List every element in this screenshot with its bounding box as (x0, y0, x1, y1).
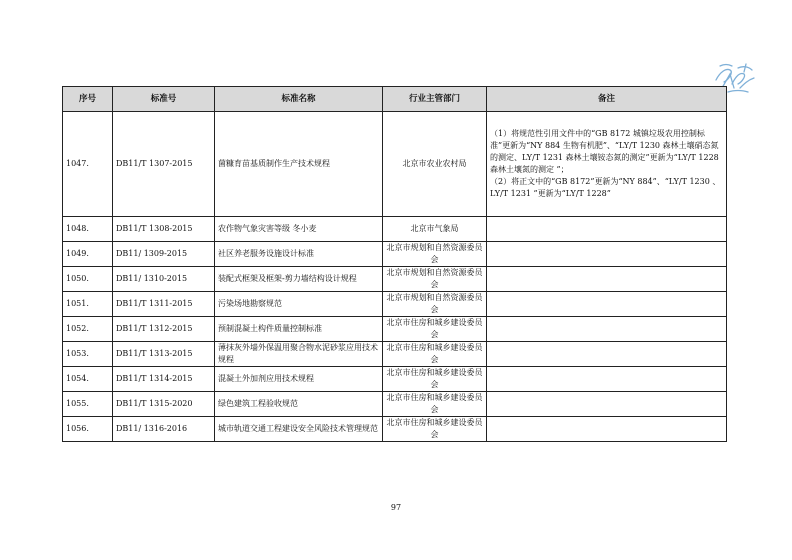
header-dept: 行业主管部门 (383, 87, 487, 112)
cell-dept: 北京市规划和自然资源委员会 (383, 291, 487, 316)
cell-name: 菌糠育苗基质制作生产技术规程 (215, 112, 383, 217)
cell-note (487, 217, 727, 242)
cell-num: 1052. (63, 316, 113, 341)
header-code: 标准号 (113, 87, 215, 112)
table-row (63, 112, 727, 217)
cell-note: （1）将规范性引用文件中的“GB 8172 城镇垃圾农用控制标准”更新为“NY 884 生物有机肥”、“LY/T 1230 森林土壤硝态氮的测定、LY/T 1231 森林土壤铵态氮的测定”更新为“LY/T 1228 森林土壤氮的测定 ”； （2）将正文中的“GB 8172”更新为“NY 884”、“LY/T 1230 、LY/T 1231 ”更新为“LY/T 1228” (487, 112, 727, 217)
table-row (63, 391, 727, 416)
page-number: 97 (390, 503, 402, 512)
cell-code: DB11/T 1308-2015 (113, 217, 215, 242)
cell-num: 1047. (63, 112, 113, 217)
cell-note (487, 416, 727, 441)
cell-note (487, 341, 727, 366)
cell-note (487, 391, 727, 416)
cell-code: DB11/T 1307-2015 (113, 112, 215, 217)
cell-dept: 北京市住房和城乡建设委员会 (383, 366, 487, 391)
table-row (63, 416, 727, 441)
cell-note (487, 291, 727, 316)
table-row (63, 341, 727, 366)
table-row (63, 241, 727, 266)
header-num: 序号 (63, 87, 113, 112)
cell-note (487, 366, 727, 391)
cell-num: 1048. (63, 217, 113, 242)
cell-name: 装配式框架及框架-剪力墙结构设计规程 (215, 266, 383, 291)
cell-name: 社区养老服务设施设计标准 (215, 241, 383, 266)
cell-code: DB11/T 1313-2015 (113, 341, 215, 366)
cell-dept: 北京市农业农村局 (383, 112, 487, 217)
table-row (63, 366, 727, 391)
cell-code: DB11/ 1309-2015 (113, 241, 215, 266)
cell-code: DB11/T 1315-2020 (113, 391, 215, 416)
cell-dept: 北京市住房和城乡建设委员会 (383, 391, 487, 416)
table-row (63, 266, 727, 291)
cell-dept: 北京市住房和城乡建设委员会 (383, 416, 487, 441)
cell-num: 1054. (63, 366, 113, 391)
cell-note (487, 316, 727, 341)
cell-dept: 北京市规划和自然资源委员会 (383, 241, 487, 266)
cell-name: 农作物气象灾害等级 冬小麦 (215, 217, 383, 242)
cell-code: DB11/T 1314-2015 (113, 366, 215, 391)
cell-num: 1056. (63, 416, 113, 441)
cell-code: DB11/ 1310-2015 (113, 266, 215, 291)
cell-name: 混凝土外加剂应用技术规程 (215, 366, 383, 391)
header-note: 备注 (487, 87, 727, 112)
cell-dept: 北京市气象局 (383, 217, 487, 242)
cell-num: 1053. (63, 341, 113, 366)
cell-code: DB11/T 1311-2015 (113, 291, 215, 316)
table-row (63, 316, 727, 341)
cell-code: DB11/ 1316-2016 (113, 416, 215, 441)
table-row (63, 217, 727, 242)
cell-name: 城市轨道交通工程建设安全风险技术管理规范 (215, 416, 383, 441)
cell-code: DB11/T 1312-2015 (113, 316, 215, 341)
cell-num: 1050. (63, 266, 113, 291)
cell-num: 1055. (63, 391, 113, 416)
table-row (63, 291, 727, 316)
standards-table (62, 86, 727, 442)
table-header-row (63, 87, 727, 112)
cell-name: 薄抹灰外墙外保温用聚合物水泥砂浆应用技术规程 (215, 341, 383, 366)
cell-num: 1049. (63, 241, 113, 266)
cell-num: 1051. (63, 291, 113, 316)
cell-dept: 北京市住房和城乡建设委员会 (383, 316, 487, 341)
cell-name: 绿色建筑工程验收规范 (215, 391, 383, 416)
cell-dept: 北京市规划和自然资源委员会 (383, 266, 487, 291)
cell-note (487, 241, 727, 266)
cell-dept: 北京市住房和城乡建设委员会 (383, 341, 487, 366)
cell-note (487, 266, 727, 291)
cell-name: 预制混凝土构件质量控制标准 (215, 316, 383, 341)
header-name: 标准名称 (215, 87, 383, 112)
cell-name: 污染场地勘察规范 (215, 291, 383, 316)
